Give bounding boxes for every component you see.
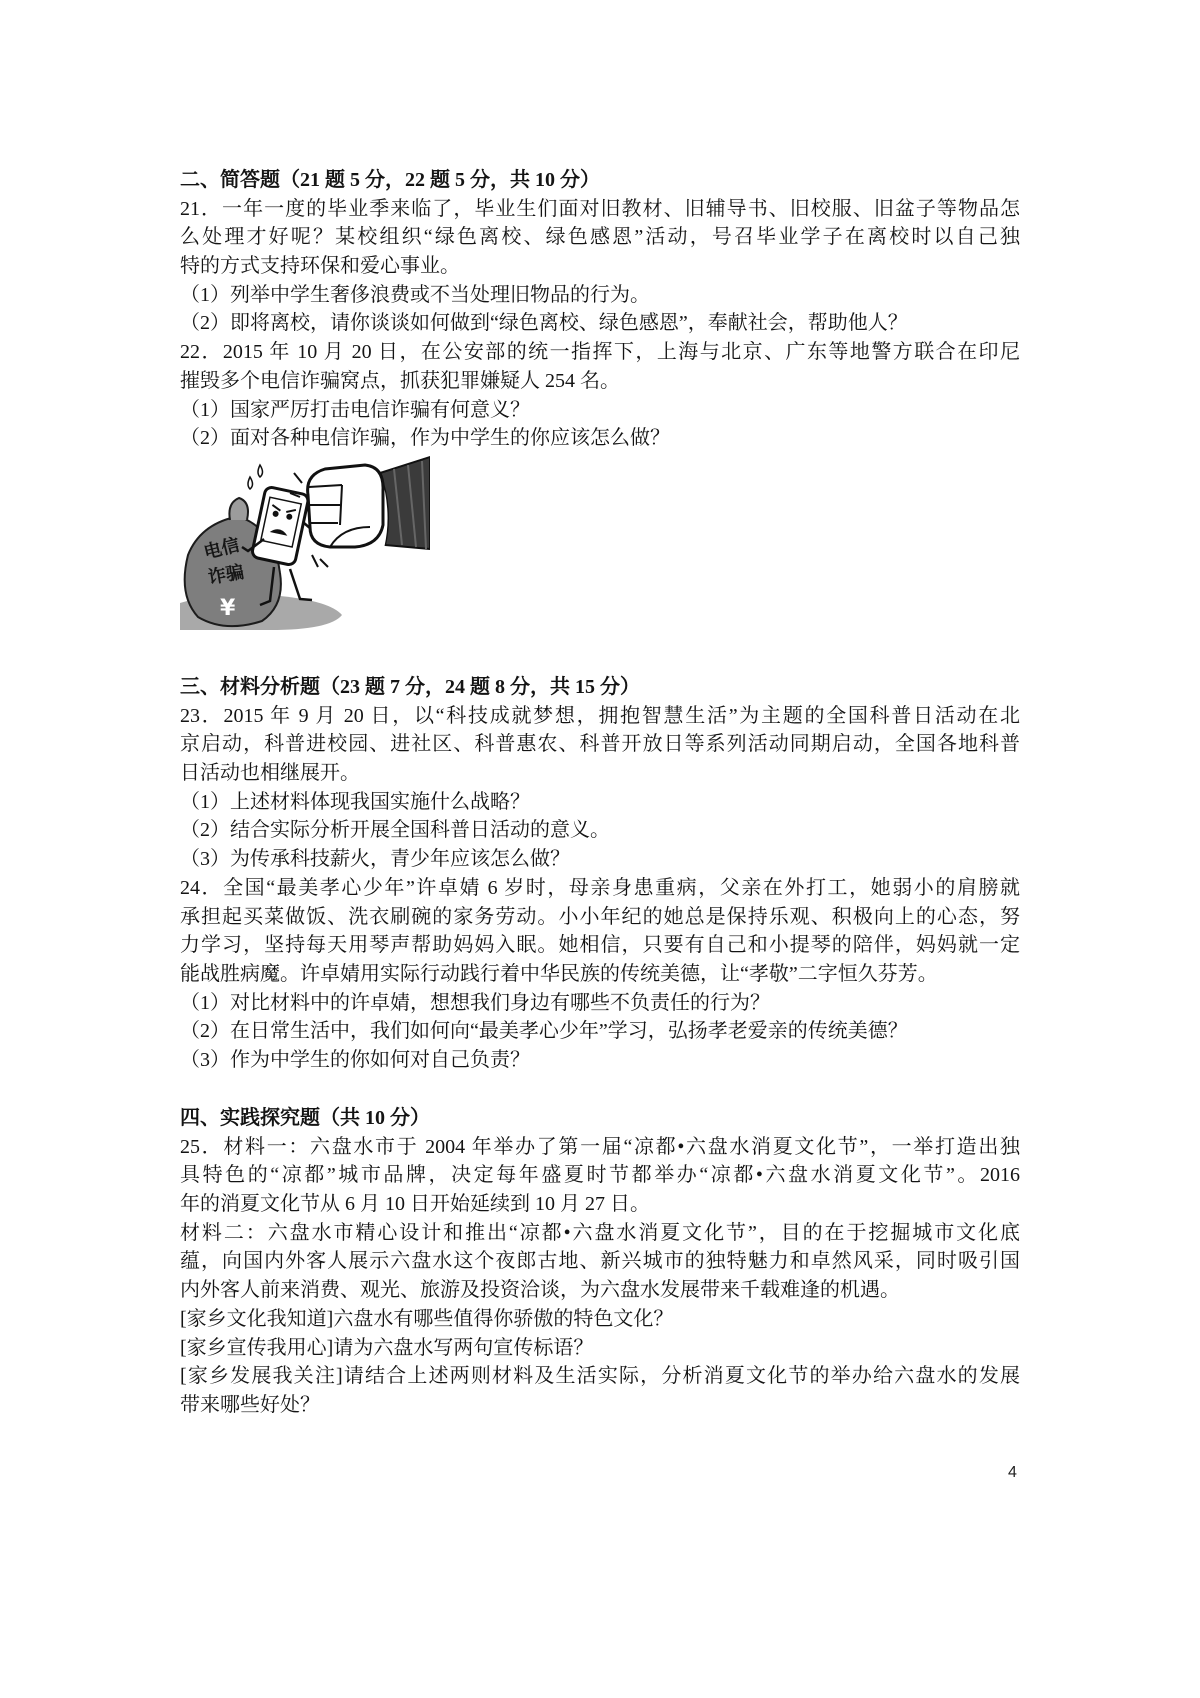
q23-stem-line: 23．2015 年 9 月 20 日，以“科技成就梦想，拥抱智慧生活”为主题的全国科普日活动在北 bbox=[180, 704, 1020, 727]
section-3-heading: 三、材料分析题（23 题 7 分，24 题 8 分，共 15 分） bbox=[180, 676, 640, 698]
sack-currency-symbol: ¥ bbox=[220, 595, 236, 621]
sweat-drop-icon bbox=[248, 477, 253, 489]
q21-stem-line: 21．一年一度的毕业季来临了，毕业生们面对旧教材、旧辅导书、旧校服、旧盆子等物品怎 bbox=[180, 197, 1020, 220]
q23-sub-question-1: （1）上述材料体现我国实施什么战略？ bbox=[180, 790, 530, 813]
section-3 bbox=[180, 673, 1020, 1075]
q21-stem-line: 特的方式支持环保和爱心事业。 bbox=[180, 255, 460, 278]
question-24 bbox=[180, 874, 1020, 1075]
section-4-heading: 四、实践探究题（共 10 分） bbox=[180, 1107, 430, 1129]
sack-label-line-2: 诈骗 bbox=[206, 561, 246, 589]
section-2 bbox=[180, 166, 1020, 630]
q24-sub-question-3: （3）作为中学生的你如何对自己负责？ bbox=[180, 1048, 530, 1071]
q25-task-development-line: 带来哪些好处？ bbox=[180, 1393, 320, 1416]
sweat-drop-icon bbox=[258, 465, 263, 477]
q25-material-1-line: 25．材料一：六盘水市于 2004 年举办了第一届“凉都•六盘水消夏文化节”，一举打造出独 bbox=[180, 1135, 1020, 1158]
q24-stem-line: 能战胜病魔。许卓婧用实际行动践行着中华民族的传统美德，让“孝敬”二字恒久芬芳。 bbox=[180, 962, 938, 985]
q22-stem-line: 摧毁多个电信诈骗窝点，抓获犯罪嫌疑人 254 名。 bbox=[180, 369, 620, 392]
anti-telecom-fraud-cartoon bbox=[180, 455, 430, 630]
q24-stem-line: 承担起买菜做饭、洗衣刷碗的家务劳动。小小年纪的她总是保持乐观、积极向上的心态，努 bbox=[180, 905, 1020, 928]
q22-stem-line: 22．2015 年 10 月 20 日，在公安部的统一指挥下，上海与北京、广东等地警方联合在印尼 bbox=[180, 341, 1020, 364]
q23-stem-line: 日活动也相继展开。 bbox=[180, 762, 360, 785]
q25-task-slogan: [家乡宣传我用心]请为六盘水写两句宣传标语？ bbox=[180, 1336, 594, 1359]
q25-task-culture: [家乡文化我知道]六盘水有哪些值得你骄傲的特色文化？ bbox=[180, 1307, 674, 1330]
q21-sub-question-2: （2）即将离校，请你谈谈如何做到“绿色离校、绿色感恩”，奉献社会，帮助他人？ bbox=[180, 312, 908, 335]
question-25 bbox=[180, 1133, 1020, 1420]
q21-sub-question-1: （1）列举中学生奢侈浪费或不当处理旧物品的行为。 bbox=[180, 283, 650, 306]
q24-stem-line: 24．全国“最美孝心少年”许卓婧 6 岁时，母亲身患重病，父亲在外打工，她弱小的肩膀就 bbox=[180, 876, 1020, 899]
question-23 bbox=[180, 702, 1020, 874]
q24-sub-question-2: （2）在日常生活中，我们如何向“最美孝心少年”学习，弘扬孝老爱亲的传统美德？ bbox=[180, 1020, 908, 1043]
section-2-heading: 二、简答题（21 题 5 分，22 题 5 分，共 10 分） bbox=[180, 169, 600, 191]
q23-stem-line: 京启动，科普进校园、进社区、科普惠农、科普开放日等系列活动同期启动，全国各地科普 bbox=[180, 733, 1020, 756]
section-4 bbox=[180, 1104, 1020, 1420]
question-22 bbox=[180, 338, 1020, 453]
q23-sub-question-3: （3）为传承科技薪火，青少年应该怎么做？ bbox=[180, 848, 570, 871]
q22-sub-question-2: （2）面对各种电信诈骗，作为中学生的你应该怎么做？ bbox=[180, 427, 670, 450]
q21-stem-line: 么处理才好呢？某校组织“绿色离校、绿色感恩”活动，号召毕业学子在离校时以自己独 bbox=[180, 226, 1020, 249]
q25-material-1-line: 具特色的“凉都”城市品牌，决定每年盛夏时节都举办“凉都•六盘水消夏文化节”。2016 bbox=[180, 1164, 1020, 1187]
q25-material-2-line: 内外客人前来消费、观光、旅游及投资洽谈，为六盘水发展带来千载难逢的机遇。 bbox=[180, 1279, 900, 1302]
q24-stem-line: 力学习，坚持每天用琴声帮助妈妈入眠。她相信，只要有自己和小提琴的陪伴，妈妈就一定 bbox=[180, 934, 1020, 957]
q24-sub-question-1: （1）对比材料中的许卓婧，想想我们身边有哪些不负责任的行为？ bbox=[180, 991, 770, 1014]
question-21 bbox=[180, 195, 1020, 338]
sack-label-line-1: 电信 bbox=[201, 534, 242, 564]
q25-task-development-line: [家乡发展我关注]请结合上述两则材料及生活实际，分析消夏文化节的举办给六盘水的发展 bbox=[180, 1365, 1020, 1388]
q25-material-2-line: 材料二：六盘水市精心设计和推出“凉都•六盘水消夏文化节”，目的在于挖掘城市文化底 bbox=[180, 1221, 1020, 1244]
q25-material-1-line: 年的消夏文化节从 6 月 10 日开始延续到 10 月 27 日。 bbox=[180, 1193, 650, 1216]
q25-material-2-line: 蕴，向国内外客人展示六盘水这个夜郎古地、新兴城市的独特魅力和卓然风采，同时吸引国 bbox=[180, 1250, 1020, 1273]
q22-sub-question-1: （1）国家严厉打击电信诈骗有何意义？ bbox=[180, 398, 530, 421]
q23-sub-question-2: （2）结合实际分析开展全国科普日活动的意义。 bbox=[180, 819, 610, 842]
page-number: 4 bbox=[1008, 1464, 1017, 1481]
